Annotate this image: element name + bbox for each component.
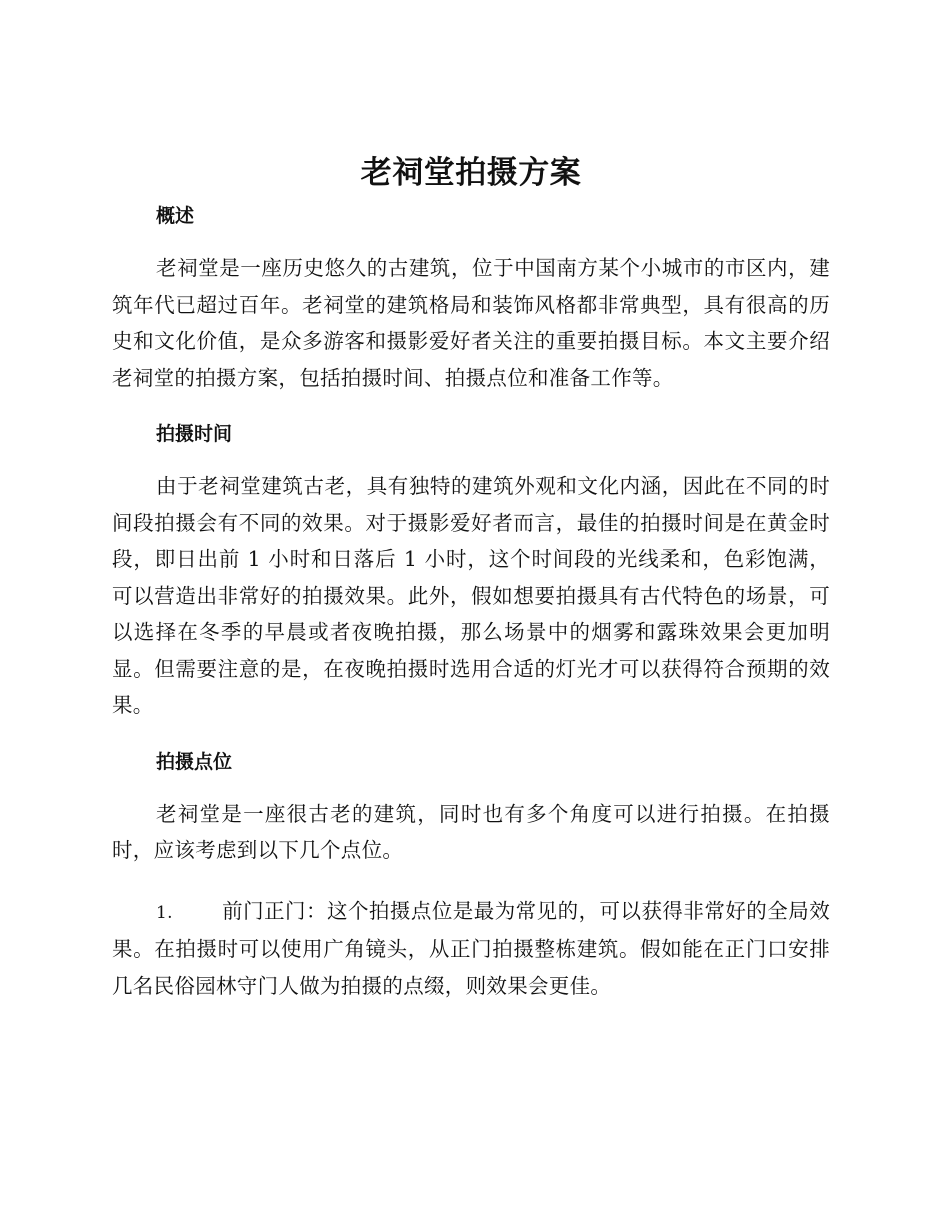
document-title: 老祠堂拍摄方案 xyxy=(360,155,582,191)
shooting-locations-paragraph: 老祠堂是一座很古老的建筑，同时也有多个角度可以进行拍摄。在拍摄时，应该考虑到以下几个点位。 xyxy=(112,801,830,862)
shooting-time-paragraph: 由于老祠堂建筑古老，具有独特的建筑外观和文化内涵，因此在不同的时间段拍摄会有不同的效果。对于摄影爱好者而言，最佳的拍摄时间是在黄金时段，即日出前 1 小时和日落后 1 小时，这个时间段的光线柔和，色彩饱满，可以营造出非常好的拍摄效果。此外，假如想要拍摄具有古代特色的场景，可以选择在冬季的早晨或者夜晚拍摄，那么场景中的烟雾和露珠效果会更加明显。但需要注意的是，在夜晚拍摄时选用合适的灯光才可以获得符合预期的效果。 xyxy=(112,474,830,717)
section-heading-shooting-locations: 拍摄点位 xyxy=(156,750,233,773)
list-item xyxy=(112,893,830,1005)
overview-paragraph: 老祠堂是一座历史悠久的古建筑，位于中国南方某个小城市的市区内，建筑年代已超过百年。老祠堂的建筑格局和装饰风格都非常典型，具有很高的历史和文化价值，是众多游客和摄影爱好者关注的重要拍摄目标。本文主要介绍老祠堂的拍摄方案，包括拍摄时间、拍摄点位和准备工作等。 xyxy=(112,256,830,390)
document-page xyxy=(112,150,830,1028)
section-heading-shooting-time: 拍摄时间 xyxy=(156,423,233,445)
list-item-number: 1. xyxy=(156,902,173,923)
list-item-text: 前门正门：这个拍摄点位是最为常见的，可以获得非常好的全局效果。在拍摄时可以使用广角镜头，从正门拍摄整栋建筑。假如能在正门口安排几名民俗园林守门人做为拍摄的点缀，则效果会更佳。 xyxy=(112,898,830,998)
section-heading-overview: 概述 xyxy=(156,205,195,227)
